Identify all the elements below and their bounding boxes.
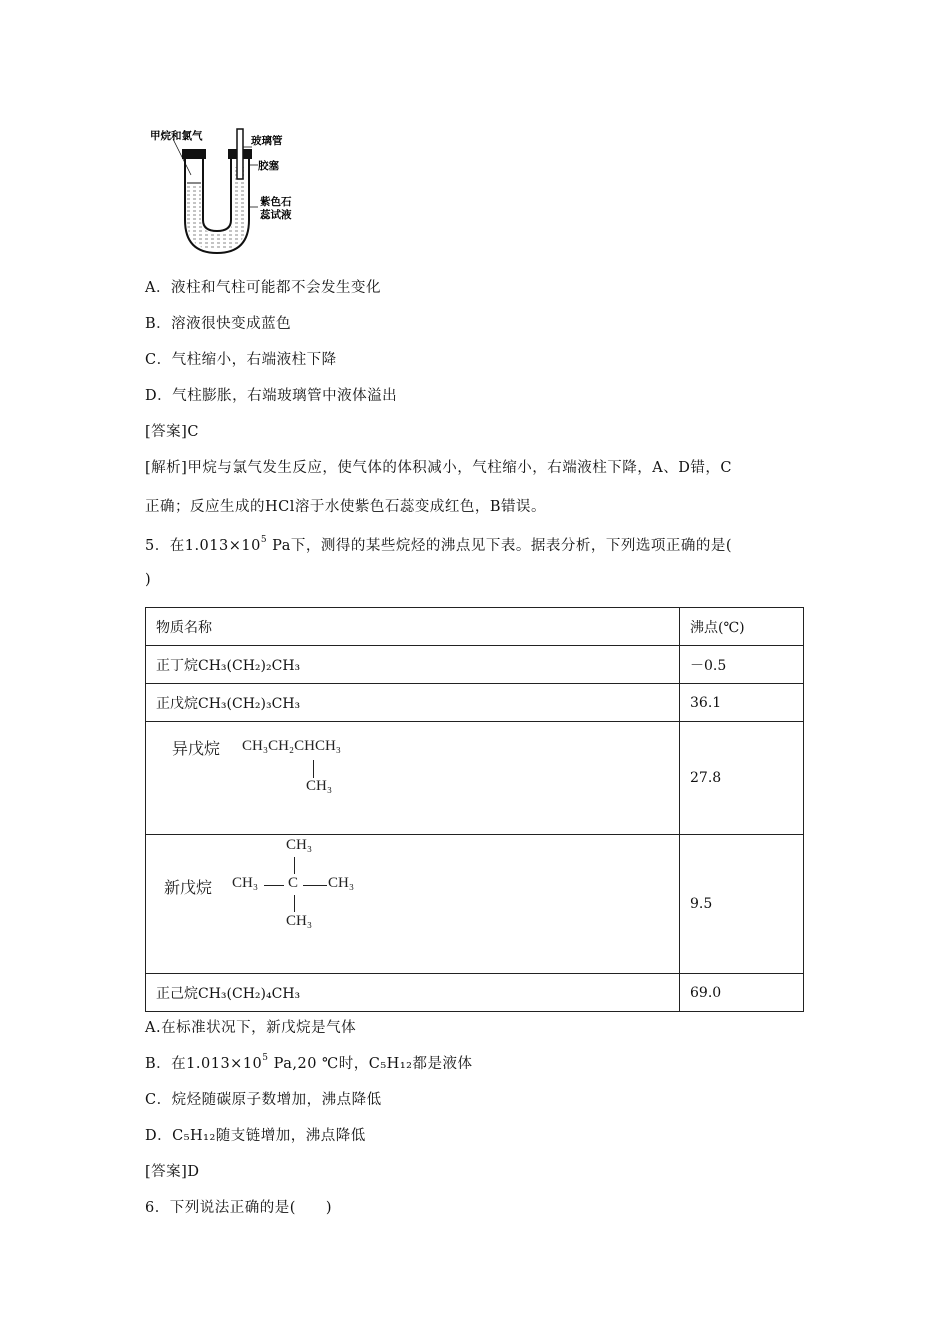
row-pentane-bp: 36.1 [680,684,804,722]
isopentane-structure [146,722,679,834]
header-boiling-point: 沸点(℃) [680,608,804,646]
isopentane-main-chain: CH₃CH₂CHCH₃ [242,738,342,754]
q5-option-c: C．烷烃随碳原子数增加，沸点降低 [145,1092,382,1108]
u-tube-apparatus-figure [145,125,295,260]
q5-option-a: A.在标准状况下，新戊烷是气体 [145,1020,357,1036]
q4-option-b: B．溶液很快变成蓝色 [145,316,292,332]
row-pentane-formula: CH₃(CH₂)₃CH₃ [198,695,301,712]
neopentane-name: 新戊烷 [164,878,213,897]
neopentane-left-ch3: CH₃ [232,875,259,891]
q4-option-c: C．气柱缩小，右端液柱下降 [145,352,337,368]
neopentane-structure [146,835,679,973]
q5-option-b-exponent: 5 [262,1053,269,1064]
isopentane-name: 异戊烷 [172,739,221,758]
neopentane-right-ch3: CH₃ [328,875,355,891]
q5-option-d: D．C₅H₁₂随支链增加，沸点降低 [145,1128,366,1144]
q5-answer: [答案]D [145,1164,200,1180]
table-row [146,835,804,974]
label-glass-tube: 玻璃管 [251,135,283,147]
label-litmus-2: 蕊试液 [260,209,292,221]
neopentane-top-bond [294,857,295,874]
row-neopentane-bp: 9.5 [680,835,804,974]
neopentane-center-c: C [288,875,299,891]
table-header-row [146,608,804,646]
header-substance-name: 物质名称 [146,608,680,646]
q6-stem: 6．下列说法正确的是( ) [145,1200,333,1216]
u-tube-diagram [145,125,295,260]
isopentane-branch: CH₃ [306,778,333,794]
table-row [146,684,804,722]
row-hexane-bp: 69.0 [680,974,804,1012]
row-butane-name: 正丁烷CH₃(CH₂)₂CH₃ [146,646,680,684]
q4-option-a: A．液柱和气柱可能都不会发生变化 [145,280,381,296]
q5-option-b-part-2: Pa,20 ℃时，C₅H₁₂都是液体 [268,1056,473,1072]
row-neopentane-structure-cell [146,835,680,974]
table-row [146,974,804,1012]
q5-stem-exponent: 5 [260,535,268,546]
q4-answer: [答案]C [145,424,199,440]
table-row [146,722,804,835]
q5-stem [145,534,732,555]
label-gas: 甲烷和氯气 [150,130,203,142]
row-butane-formula: CH₃(CH₂)₂CH₃ [198,657,301,674]
neopentane-right-bond [303,885,327,886]
row-hexane-name: 正己烷CH₃(CH₂)₄CH₃ [146,974,680,1012]
q4-option-d: D．气柱膨胀，右端玻璃管中液体溢出 [145,388,398,404]
q5-stem-part-1: 5．在1.013×10 [145,538,261,554]
q4-analysis-line-1: [解析]甲烷与氯气发生反应，使气体的体积减小，气柱缩小，右端液柱下降，A、D错，C [145,460,733,476]
table-row [146,646,804,684]
row-pentane-name: 正戊烷CH₃(CH₂)₃CH₃ [146,684,680,722]
neopentane-bottom-ch3: CH₃ [286,913,313,929]
neopentane-top-ch3: CH₃ [286,837,313,853]
q4-analysis-line-2: 正确；反应生成的HCl溶于水使紫色石蕊变成红色，B错误。 [145,499,547,515]
row-isopentane-structure-cell [146,722,680,835]
row-hexane-formula: CH₃(CH₂)₄CH₃ [198,985,301,1002]
isopentane-branch-bond [313,760,314,778]
q5-option-b-part-1: B．在1.013×10 [145,1056,263,1072]
q5-option-b [145,1052,472,1073]
boiling-point-table [145,607,804,1012]
row-butane-bp: －0.5 [680,646,804,684]
row-isopentane-bp: 27.8 [680,722,804,835]
label-litmus-1: 紫色石 [260,196,292,208]
label-rubber-plug: 胶塞 [258,160,279,172]
neopentane-left-bond [264,885,284,886]
neopentane-bottom-bond [294,895,295,912]
q5-stem-close: ) [145,572,152,588]
q5-stem-part-2: Pa下，测得的某些烷烃的沸点见下表。据表分析，下列选项正确的是( [267,538,733,554]
